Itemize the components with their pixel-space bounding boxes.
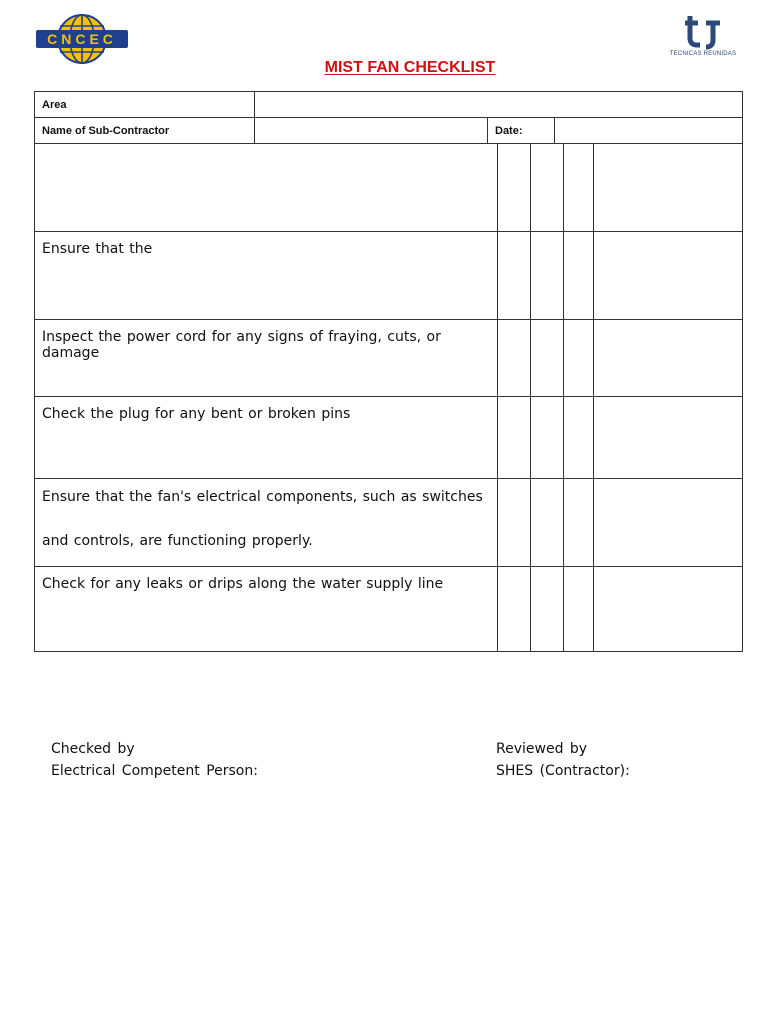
page-title: MIST FAN CHECKLIST	[324, 59, 496, 76]
remarks-cell[interactable]	[594, 397, 743, 479]
tecnicas-reunidas-caption: TECNICAS REUNIDAS	[669, 51, 737, 57]
checklist-item-text: Ensure that the	[42, 241, 153, 257]
checklist-item-text: Check for any leaks or drips along the water supply line	[42, 576, 444, 592]
tr-monogram-icon	[684, 12, 722, 50]
table-row	[35, 479, 743, 567]
checked-by-block	[51, 738, 258, 782]
table-row	[35, 567, 743, 652]
cncec-logo-text: CNCEC	[47, 31, 117, 47]
table-row	[35, 144, 743, 232]
date-field[interactable]	[555, 118, 743, 144]
check-cell[interactable]	[531, 567, 564, 652]
reviewed-by-label: Reviewed by	[496, 741, 588, 757]
cncec-logo	[35, 14, 129, 64]
check-cell[interactable]	[498, 397, 531, 479]
reviewed-by-block	[496, 738, 630, 782]
date-label: Date:	[488, 118, 555, 144]
table-row	[35, 397, 743, 479]
checklist-item-text: Ensure that the fan's electrical components, such as switches and controls, are functioning properly.	[42, 489, 483, 549]
check-cell[interactable]	[564, 479, 594, 567]
checklist-item	[35, 232, 498, 320]
column-header-3	[564, 144, 594, 232]
check-cell[interactable]	[564, 397, 594, 479]
tecnicas-reunidas-logo	[668, 12, 738, 62]
checklist-item	[35, 397, 498, 479]
check-cell[interactable]	[498, 479, 531, 567]
remarks-cell[interactable]	[594, 479, 743, 567]
table-row	[35, 320, 743, 397]
checked-by-role: Electrical Competent Person:	[51, 763, 258, 779]
area-field[interactable]	[255, 92, 743, 118]
check-cell[interactable]	[564, 567, 594, 652]
subcontractor-row	[35, 118, 743, 144]
header-table	[34, 91, 743, 144]
check-cell[interactable]	[531, 479, 564, 567]
checked-by-label: Checked by	[51, 741, 135, 757]
remarks-cell[interactable]	[594, 232, 743, 320]
checklist-item-text: Check the plug for any bent or broken pins	[42, 406, 351, 422]
checklist-table	[34, 143, 743, 652]
checklist-item	[35, 479, 498, 567]
checklist-item	[35, 320, 498, 397]
check-cell[interactable]	[531, 320, 564, 397]
area-row	[35, 92, 743, 118]
check-cell[interactable]	[498, 567, 531, 652]
globe-icon	[35, 14, 129, 64]
check-cell[interactable]	[498, 320, 531, 397]
area-label: Area	[35, 92, 255, 118]
reviewed-by-role: SHES (Contractor):	[496, 763, 630, 779]
checklist-item-text: Inspect the power cord for any signs of fraying, cuts, or damage	[42, 329, 447, 362]
column-header-remarks	[594, 144, 743, 232]
table-row	[35, 232, 743, 320]
column-header-2	[531, 144, 564, 232]
checklist-item	[35, 567, 498, 652]
remarks-cell[interactable]	[594, 320, 743, 397]
check-cell[interactable]	[498, 232, 531, 320]
check-cell[interactable]	[531, 232, 564, 320]
remarks-cell[interactable]	[594, 567, 743, 652]
subcontractor-field[interactable]	[255, 118, 488, 144]
subcontractor-label: Name of Sub-Contractor	[35, 118, 255, 144]
check-cell[interactable]	[564, 320, 594, 397]
checklist-header-cell	[35, 144, 498, 232]
column-header-1	[498, 144, 531, 232]
check-cell[interactable]	[564, 232, 594, 320]
check-cell[interactable]	[531, 397, 564, 479]
